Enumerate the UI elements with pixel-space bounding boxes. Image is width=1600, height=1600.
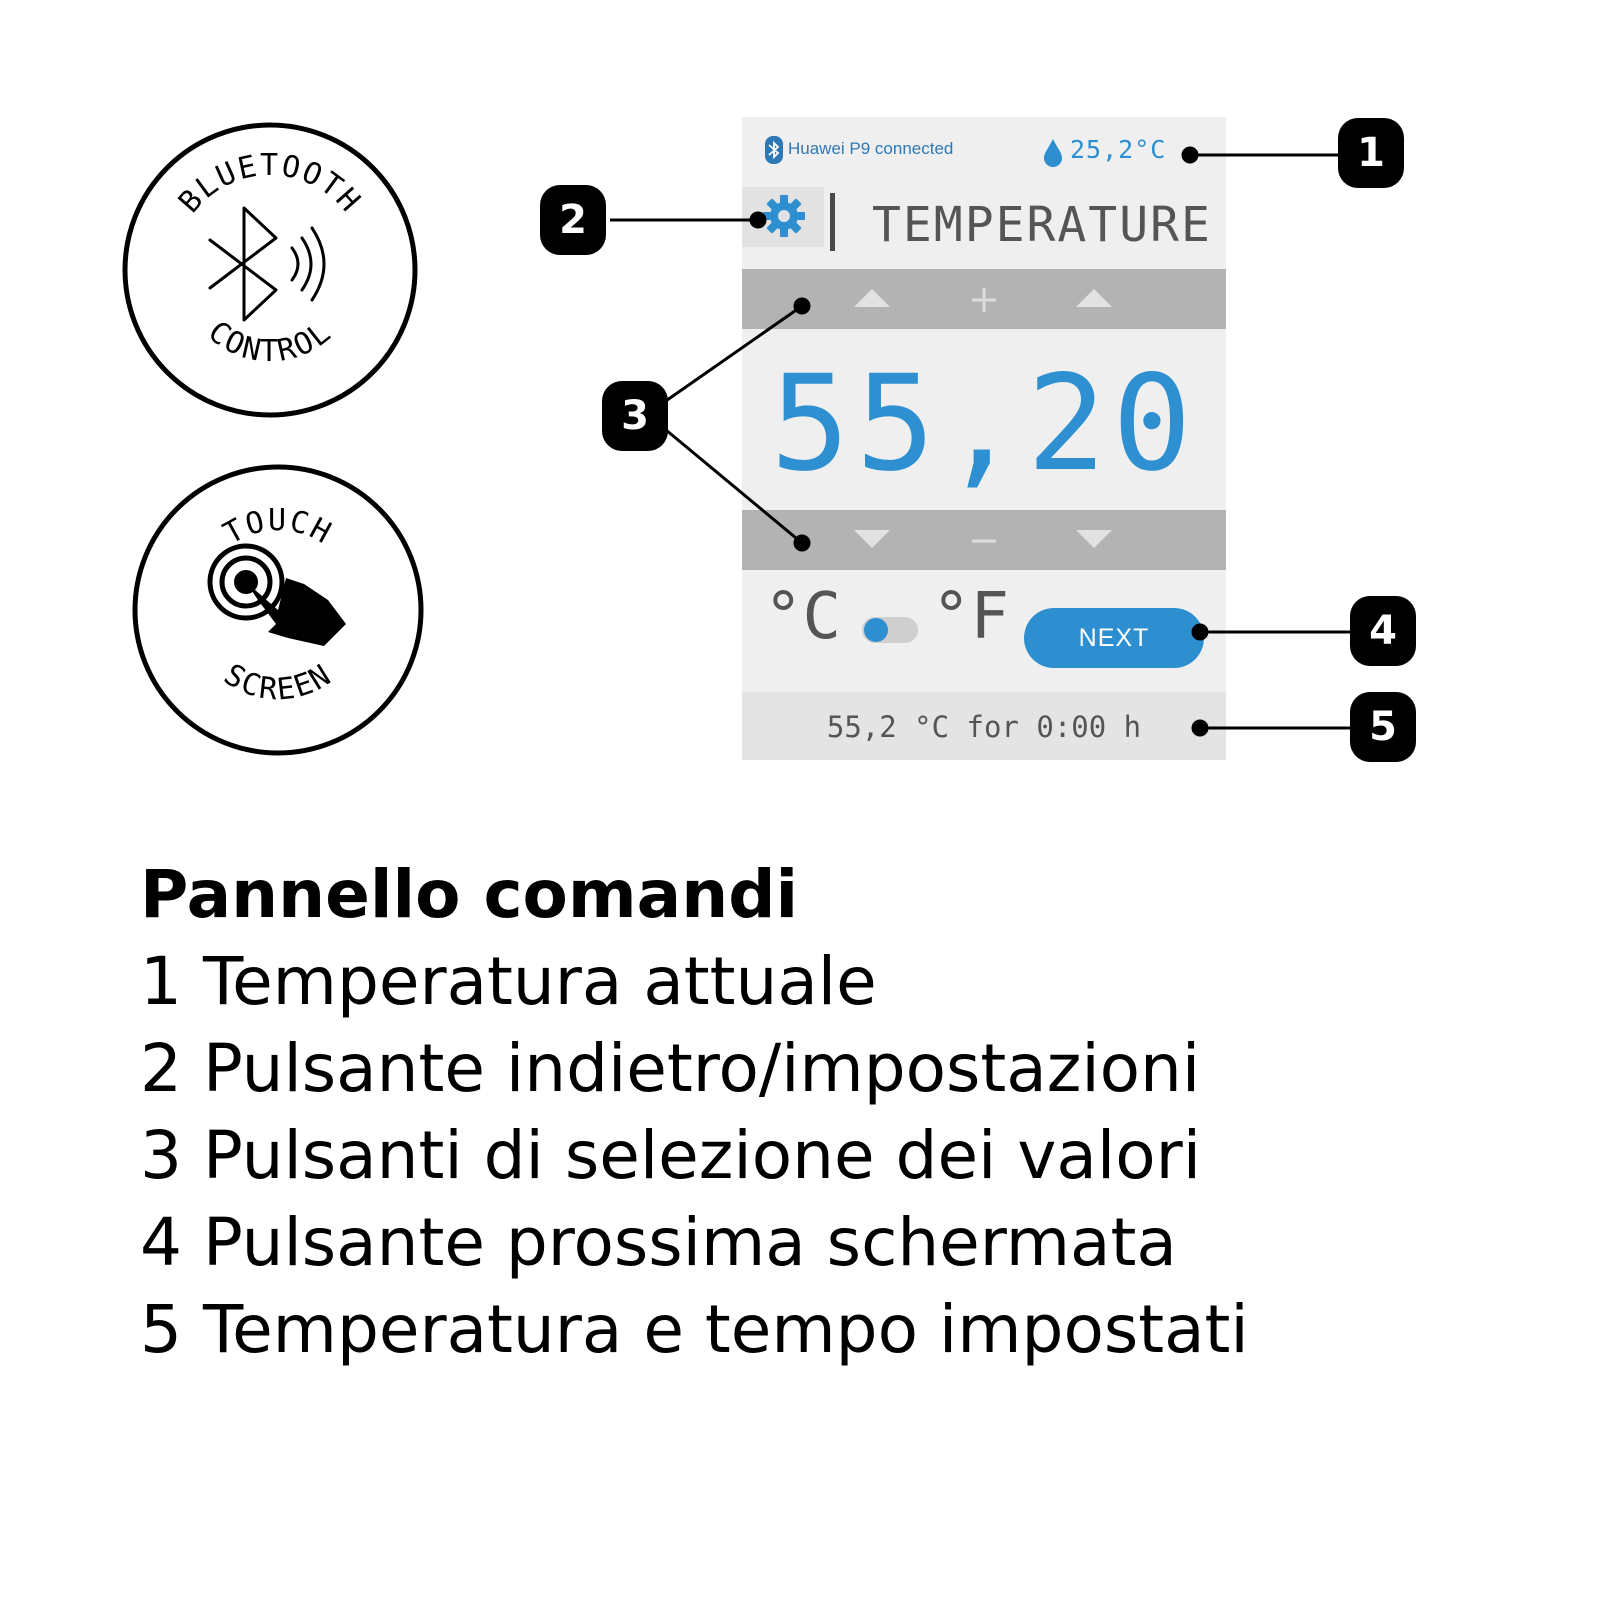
minus-symbol[interactable]: − (968, 518, 1000, 562)
next-button[interactable]: NEXT (1024, 608, 1204, 668)
legend-item: 4 Pulsante prossima schermata (140, 1204, 1177, 1281)
legend-item: 5 Temperatura e tempo impostati (140, 1291, 1249, 1368)
callout-3: 3 (602, 381, 668, 451)
callout-1: 1 (1338, 118, 1404, 188)
badge-touch-label: TOUCH (217, 503, 339, 552)
screen-title: TEMPERATURE (872, 197, 1212, 253)
plus-symbol[interactable]: + (968, 277, 1000, 321)
legend-item: 1 Temperatura attuale (140, 943, 877, 1020)
device-connection-status: Huawei P9 connected (788, 139, 954, 158)
callout-5: 5 (1350, 692, 1416, 762)
unit-fahrenheit[interactable]: °F (932, 580, 1010, 654)
legend-item: 2 Pulsante indietro/impostazioni (140, 1030, 1201, 1107)
legend (140, 852, 1249, 1373)
callout-2: 2 (540, 185, 606, 255)
badge-screen-label: SCREEN (217, 657, 339, 708)
badge-control-label: CONTROL (201, 314, 339, 370)
badge-bluetooth-label: BLUETOOTH (171, 148, 369, 220)
setpoint-summary: 55,2 °C for 0:00 h (826, 710, 1142, 744)
unit-celsius[interactable]: °C (764, 580, 842, 654)
current-temperature: 25,2°C (1070, 135, 1167, 164)
legend-title: Pannello comandi (140, 856, 799, 933)
temperature-value: 55,20 (770, 347, 1198, 501)
legend-item: 3 Pulsanti di selezione dei valori (140, 1117, 1202, 1194)
callout-4: 4 (1350, 596, 1416, 666)
